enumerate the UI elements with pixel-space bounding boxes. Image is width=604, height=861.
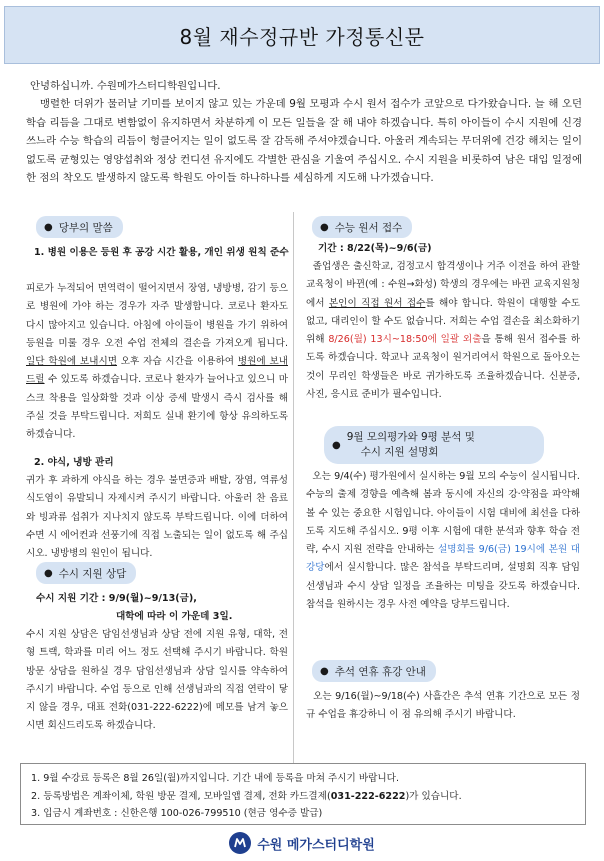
heading-line2: 수시 지원 설명회 — [360, 446, 439, 458]
advice-item1-text — [26, 280, 288, 445]
notice-box — [20, 763, 586, 825]
text-segment: 졸업생은 출신학교, 검정고시 합격생이나 거주 이전을 하여 관할 교육청이 바뀐(예 : 수원→화성) 학생의 경우에는 바뀐 교육지원청에서 — [306, 261, 580, 309]
page-title: 8월 재수정규반 가정통신문 — [179, 24, 425, 49]
footer — [0, 832, 604, 854]
text-segment: 피로가 누적되어 면역력이 떨어지면서 장염, 냉방병, 감기 등으로 병원에 가야 하는 경우가 자주 발생합니다. 코로나 환자도 다시 많아지고 있습니다. 아침에 아이들이 병원을 가기 위하여 등원을 미룰 경우 오전 수업 전체의 결손을 가져오게 됩니다. — [26, 283, 288, 349]
advice-item2-title: 2. 야식, 냉방 관리 — [34, 457, 114, 468]
text-segment: )가 있습니다. — [405, 790, 462, 802]
section-heading-application — [312, 216, 412, 238]
holiday-text — [306, 688, 580, 725]
section-heading-consult — [36, 562, 136, 584]
application-period: 기간 : 8/22(목)~9/6(금) — [318, 243, 432, 254]
intro-body: 맹렬한 더위가 물러날 기미를 보이지 않고 있는 가운데 9월 모평과 수시 원서 접수가 코앞으로 다가왔습니다. 늘 해 오던 학습 리듬을 그대로 변함없이 유지하면서 차분하게 이 모든 일들을 잘 해 내야 하겠습니다. 특히 아이들이 수시 지원에 신경쓰느라 수능 학습의 리듬이 헝클어지는 일이 없도록 잘 감독해 주셔야겠습니다. 아울러 계속되는 무더위에 건강 해치는 일이 없도록 균형있는 영양섭취와 정상 컨디션 유지에도 각별한 관심을 기울여 주십시오. 수시 지원을 비롯하여 남은 대입 일정에 한 점의 착오도 발생하지 않도록 학원도 아이들 하나하나를 세심하게 지도해 나가겠습니다. — [26, 98, 582, 185]
intro-section — [26, 77, 582, 187]
academy-name: 수원 메가스터디학원 — [257, 837, 375, 853]
text-segment: 오후 자습 시간을 이용하여 — [116, 356, 238, 368]
underlined-text: 일단 학원에 보내시면 — [26, 356, 117, 368]
text-segment: 오는 9/4(수) 평가원에서 실시하는 9월 모의 수능이 실시됩니다. 수능의 출제 경향을 예측해 봄과 동시에 자신의 강·약점을 파악해 볼 수 있는 중요한 시험입니다. 아이들이 시험 대비에 최선을 다하도록 지도해 주십시오. 9평 이후 시험에 대한 분석과 향후 학습 전략, 수시 지원 전략을 안내하는 — [306, 471, 580, 556]
consult-text: 수시 지원 상담은 담임선생님과 상담 전에 지원 유형, 대학, 전형 트랙, 학과를 미리 어느 정도 선택해 주시기 바랍니다. 학원 방문 상담을 원하실 경우 담임선생님과 상담 일시를 약속하여 주시기 바랍니다. 수업 등으로 인해 선생님과의 직접 연락이 닿지 않을 경우, 대표 전화(031-222-6222)에 메모를 남겨 놓으시면 회신드리도록 하겠습니다. — [26, 629, 288, 732]
highlight-red-text: 8/26(월) 13시~18:50에 일괄 외출 — [328, 334, 482, 346]
underlined-text: 본인이 직접 원서 접수 — [328, 297, 426, 309]
application-text — [306, 258, 580, 404]
section-heading-label: 추석 연휴 휴강 안내 — [334, 665, 426, 678]
advice-item2-text: 귀가 후 과하게 야식을 하는 경우 불면증과 배탈, 장염, 역류성 식도염이 유발되니 자제시켜 주시기 바랍니다. 아울러 찬 음료와 빙과류 섭취가 지나치지 않도록 부탁드립니다. 이에 더하여 수면 시 에어컨과 선풍기에 직접 노출되는 일이 없도록 해 주십시오. 냉방병의 원인이 됩니다. — [26, 475, 288, 560]
heading-line1: 9월 모의평가와 9평 분석 및 — [346, 431, 475, 443]
section-heading-label: 수능 원서 접수 — [334, 221, 403, 234]
notice-line-1: 1. 9월 수강료 등록은 8월 26일(월)까지입니다. 기간 내에 등록을 마쳐 주시기 바랍니다. — [31, 773, 399, 784]
consult-period-line2: 대학에 따라 이 가운데 3일. — [116, 611, 233, 623]
section-heading-label — [347, 430, 475, 460]
highlight-blue-text: 설명회를 9/6(금) 19시에 본원 대강당 — [306, 544, 580, 574]
section-heading-holiday — [312, 660, 436, 682]
text-segment: 를 해야 합니다. 학원이 대행할 수도 없고, 대리인이 할 수도 없습니다. 저희는 수업 결손을 최소화하기 위해 — [306, 297, 581, 346]
notice-line-2 — [31, 788, 585, 806]
section-heading-mock-exam — [324, 426, 544, 464]
left-column — [26, 212, 294, 764]
text-segment: 수 있도록 하겠습니다. 코로나 환자가 늘어나고 있으니 마스크 착용을 일상화할 것과 이상 증세 발생시 즉시 검사를 해 주실 것을 부탁드립니다. 저희도 실내 환기에 항상 유의하도록 하겠습니다. — [26, 374, 288, 441]
section-heading-label: 당부의 말씀 — [58, 221, 113, 234]
bullet-icon: ● — [320, 221, 329, 233]
logo-glyph — [232, 835, 248, 851]
section-heading-advice — [36, 216, 123, 238]
advice-item1-title: 1. 병원 이용은 등원 후 공강 시간 활용, 개인 위생 원칙 준수 — [34, 247, 289, 258]
underlined-text: 병원에 보내드릴 — [26, 356, 288, 386]
text-segment: 에서 실시합니다. 많은 참석을 부탁드리며, 설명회 직후 담임선생님과 수시 상담 일정을 조율하는 미팅을 갖도록 하겠습니다. 참석을 원하시는 경우 사전 예약을 당부드립니다. — [306, 562, 580, 611]
megastudy-logo-icon — [229, 832, 251, 854]
intro-greeting: 안녕하십니까. 수원메가스터디학원입니다. — [30, 80, 221, 92]
notice-line-3: 3. 입금시 계좌번호 : 신한은행 100-026-799510 (현금 영수증 발급) — [31, 808, 323, 819]
text-segment: 오는 9/16(월)~9/18(수) 사흘간은 추석 연휴 기간으로 모든 정규 수업을 휴강하니 이 점 유의해 주시기 바랍니다. — [306, 691, 580, 721]
section-heading-label: 수시 지원 상담 — [58, 567, 127, 580]
text-segment: 을 통해 원서 접수를 하도록 하겠습니다. 학교나 교육청이 원거리여서 학원으로 돌아오는 것이 무리인 학생들은 바로 귀가하도록 조율하겠습니다. 신분증, 사진, 응시료 준비가 필수입니다. — [306, 334, 580, 401]
bullet-icon: ● — [44, 221, 53, 233]
title-bar — [4, 6, 600, 64]
consult-period — [36, 590, 292, 627]
consult-period-line1: 수시 지원 기간 : 9/9(월)~9/13(금), — [36, 593, 197, 604]
text-segment: 2. 등록방법은 계좌이체, 학원 방문 결제, 모바일앱 결제, 전화 카드결제( — [31, 790, 331, 802]
mock-exam-text — [306, 468, 580, 614]
bullet-icon: ● — [332, 439, 341, 451]
bullet-icon: ● — [320, 665, 329, 677]
phone-number: 031-222-6222 — [330, 790, 406, 802]
bullet-icon: ● — [44, 567, 53, 579]
